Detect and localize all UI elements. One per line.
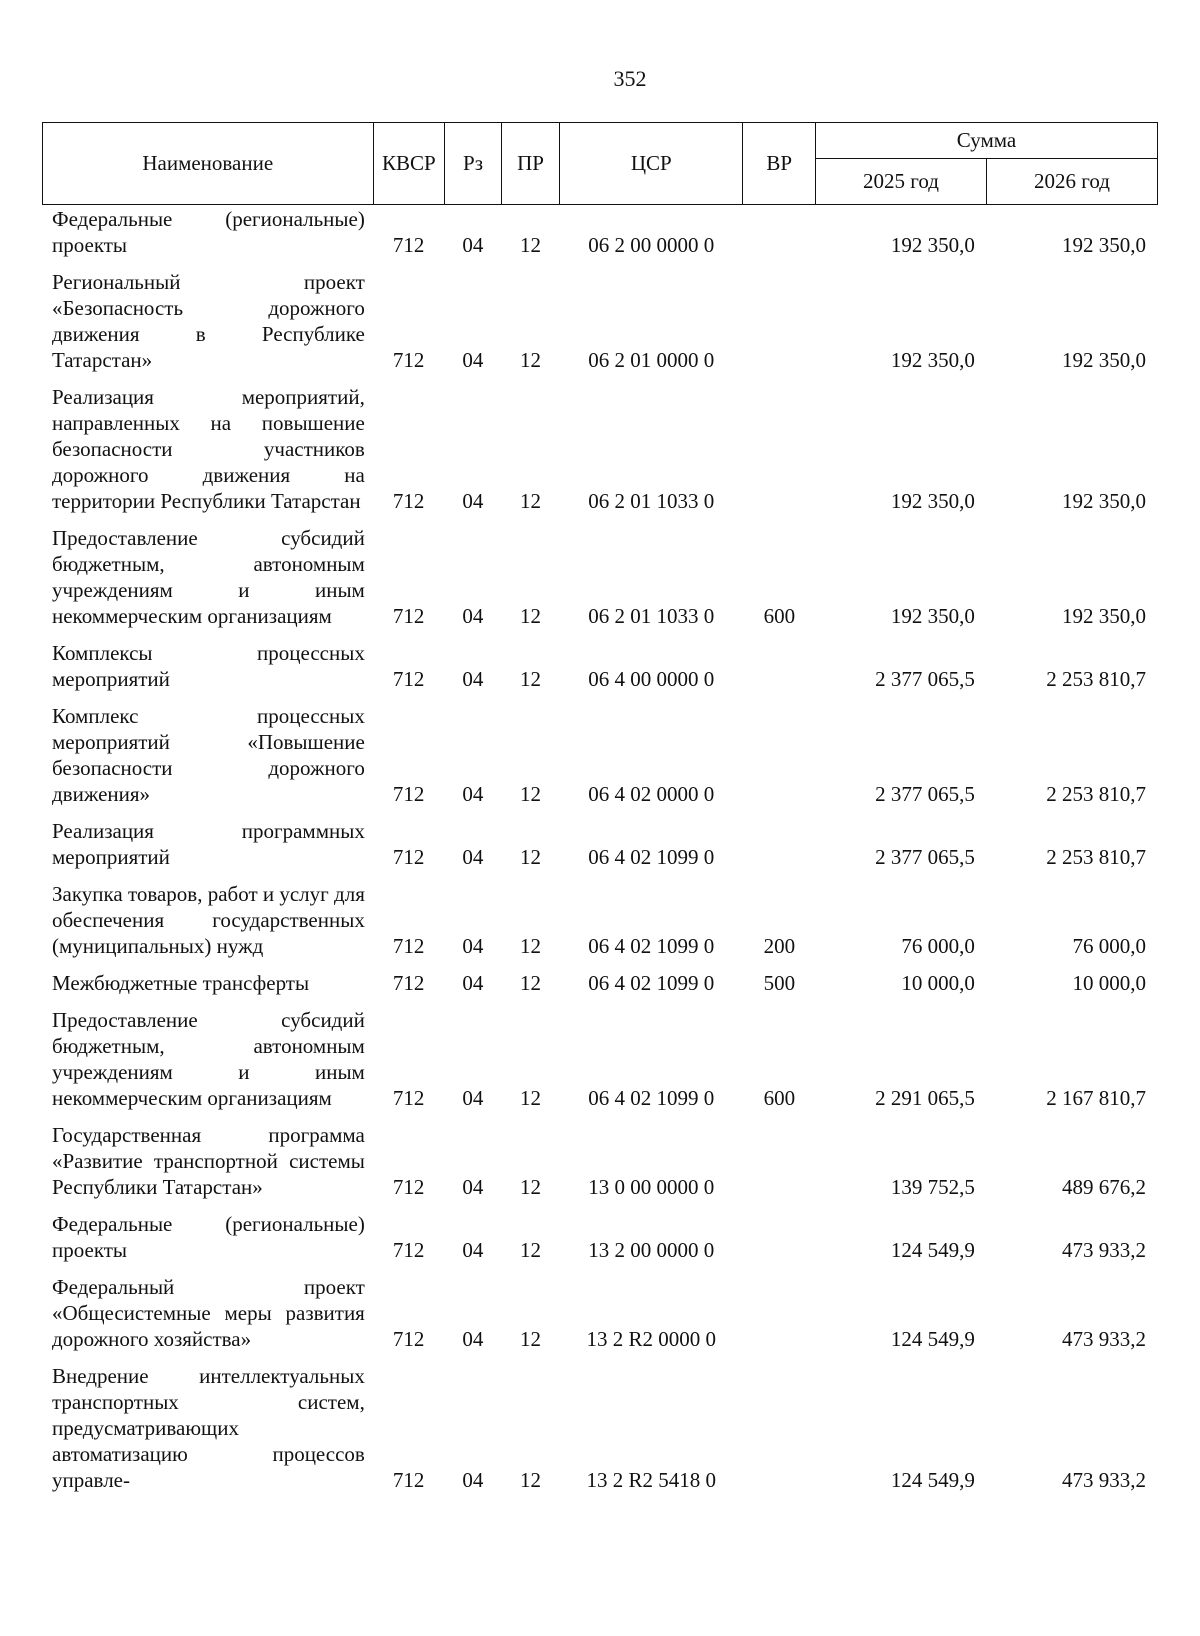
table-row <box>42 525 1158 640</box>
row-csr: 06 2 01 1033 0 <box>588 489 715 513</box>
row-kvsr: 712 <box>392 782 425 806</box>
row-csr: 06 4 02 1099 0 <box>588 845 715 869</box>
row-amount-2026: 76 000,0 <box>1072 934 1146 958</box>
row-csr: 06 4 02 1099 0 <box>588 971 715 995</box>
table-row <box>42 640 1158 703</box>
row-rz: 04 <box>462 971 484 995</box>
row-amount-2025: 192 350,0 <box>890 233 975 257</box>
row-pr: 12 <box>519 782 541 806</box>
row-amount-2025: 2 377 065,5 <box>875 845 975 869</box>
row-amount-2025: 124 549,9 <box>890 1327 975 1351</box>
row-rz: 04 <box>462 233 484 257</box>
row-amount-2025: 2 377 065,5 <box>875 667 975 691</box>
row-rz: 04 <box>462 489 484 513</box>
row-pr: 12 <box>519 667 541 691</box>
row-pr: 12 <box>519 971 541 995</box>
row-kvsr: 712 <box>392 1175 425 1199</box>
row-amount-2026: 2 253 810,7 <box>1046 667 1146 691</box>
row-kvsr: 712 <box>392 971 425 995</box>
row-kvsr: 712 <box>392 1327 425 1351</box>
row-vr <box>743 1363 816 1504</box>
row-rz: 04 <box>462 1468 484 1492</box>
row-vr <box>743 1274 816 1363</box>
row-rz: 04 <box>462 1327 484 1351</box>
row-kvsr: 712 <box>392 233 425 257</box>
row-amount-2026: 473 933,2 <box>1062 1238 1146 1262</box>
row-name: Реализация программных мероприятий <box>52 819 365 869</box>
row-pr: 12 <box>519 604 541 628</box>
header-rz: Рз <box>445 123 502 205</box>
row-pr: 12 <box>519 1327 541 1351</box>
row-amount-2026: 489 676,2 <box>1062 1175 1146 1199</box>
row-kvsr: 712 <box>392 934 425 958</box>
row-rz: 04 <box>462 348 484 372</box>
row-amount-2025: 139 752,5 <box>890 1175 975 1199</box>
row-kvsr: 712 <box>392 667 425 691</box>
row-amount-2025: 192 350,0 <box>890 348 975 372</box>
row-amount-2025: 2 291 065,5 <box>875 1086 975 1110</box>
row-kvsr: 712 <box>392 489 425 513</box>
row-csr: 13 0 00 0000 0 <box>588 1175 715 1199</box>
row-rz: 04 <box>462 934 484 958</box>
row-amount-2026: 2 167 810,7 <box>1046 1086 1146 1110</box>
row-kvsr: 712 <box>392 604 425 628</box>
row-kvsr: 712 <box>392 348 425 372</box>
row-kvsr: 712 <box>392 1468 425 1492</box>
table-row <box>42 1122 1158 1211</box>
table-row <box>42 703 1158 818</box>
row-amount-2026: 2 253 810,7 <box>1046 845 1146 869</box>
row-vr <box>743 269 816 384</box>
row-pr: 12 <box>519 934 541 958</box>
row-name: Реализация мероприятий, направленных на повышение безопасности участников дорожного движения на территории Республики Татарстан <box>52 385 365 513</box>
row-vr <box>743 1211 816 1274</box>
row-amount-2025: 10 000,0 <box>901 971 975 995</box>
row-pr: 12 <box>519 1086 541 1110</box>
row-csr: 06 4 00 0000 0 <box>588 667 715 691</box>
row-vr: 600 <box>763 1086 796 1110</box>
row-pr: 12 <box>519 489 541 513</box>
budget-table <box>42 206 1158 1504</box>
row-amount-2025: 76 000,0 <box>901 934 975 958</box>
table-row <box>42 1363 1158 1504</box>
row-csr: 06 4 02 1099 0 <box>588 934 715 958</box>
row-csr: 06 2 00 0000 0 <box>588 233 715 257</box>
header-vr: ВР <box>743 123 816 205</box>
row-pr: 12 <box>519 1238 541 1262</box>
table-row <box>42 970 1158 1007</box>
row-name: Государственная программа «Развитие транспортной системы Республики Татарстан» <box>52 1123 365 1199</box>
row-amount-2026: 192 350,0 <box>1062 348 1146 372</box>
row-pr: 12 <box>519 1468 541 1492</box>
row-name: Предоставление субсидий бюджетным, автономным учреждениям и иным некоммерческим организациям <box>52 1008 365 1110</box>
row-amount-2025: 124 549,9 <box>890 1238 975 1262</box>
table-header <box>42 122 1158 205</box>
table-row <box>42 1007 1158 1122</box>
header-pr: ПР <box>502 123 560 205</box>
table-row <box>42 384 1158 525</box>
row-rz: 04 <box>462 1238 484 1262</box>
row-name: Предоставление субсидий бюджетным, автономным учреждениям и иным некоммерческим организациям <box>52 526 365 628</box>
table-row <box>42 1274 1158 1363</box>
row-vr: 600 <box>763 604 796 628</box>
row-rz: 04 <box>462 604 484 628</box>
row-name: Комплекс процессных мероприятий «Повышение безопасности дорожного движения» <box>52 704 365 806</box>
row-csr: 13 2 R2 0000 0 <box>586 1327 717 1351</box>
row-amount-2026: 10 000,0 <box>1072 971 1146 995</box>
table-row <box>42 206 1158 269</box>
row-amount-2026: 473 933,2 <box>1062 1468 1146 1492</box>
row-name: Межбюджетные трансферты <box>52 971 310 995</box>
row-name: Федеральный проект «Общесистемные меры развития дорожного хозяйства» <box>52 1275 365 1351</box>
row-csr: 13 2 00 0000 0 <box>588 1238 715 1262</box>
row-name: Федеральные (региональные) проекты <box>52 1212 365 1262</box>
row-rz: 04 <box>462 845 484 869</box>
row-csr: 06 2 01 0000 0 <box>588 348 715 372</box>
row-amount-2026: 192 350,0 <box>1062 604 1146 628</box>
row-vr: 200 <box>763 934 796 958</box>
header-name: Наименование <box>43 123 374 205</box>
row-pr: 12 <box>519 348 541 372</box>
header-year-2025: 2025 год <box>815 159 986 205</box>
header-kvsr: КВСР <box>373 123 445 205</box>
row-rz: 04 <box>462 667 484 691</box>
row-name: Комплексы процессных мероприятий <box>52 641 365 691</box>
row-name: Закупка товаров, работ и услуг для обеспечения государственных (муниципальных) нужд <box>52 882 365 958</box>
row-amount-2026: 192 350,0 <box>1062 233 1146 257</box>
row-name: Федеральные (региональные) проекты <box>52 207 365 257</box>
row-amount-2026: 473 933,2 <box>1062 1327 1146 1351</box>
row-csr: 06 2 01 1033 0 <box>588 604 715 628</box>
row-vr: 500 <box>763 971 796 995</box>
row-vr <box>743 384 816 525</box>
header-year-2026: 2026 год <box>986 159 1157 205</box>
row-pr: 12 <box>519 1175 541 1199</box>
row-amount-2026: 192 350,0 <box>1062 489 1146 513</box>
row-amount-2025: 192 350,0 <box>890 489 975 513</box>
header-sum: Сумма <box>815 123 1157 159</box>
page-number: 352 <box>613 66 647 91</box>
row-rz: 04 <box>462 1175 484 1199</box>
row-amount-2025: 2 377 065,5 <box>875 782 975 806</box>
row-csr: 06 4 02 1099 0 <box>588 1086 715 1110</box>
table-row <box>42 269 1158 384</box>
row-pr: 12 <box>519 233 541 257</box>
row-csr: 06 4 02 0000 0 <box>588 782 715 806</box>
row-vr <box>743 206 816 269</box>
row-rz: 04 <box>462 1086 484 1110</box>
row-vr <box>743 703 816 818</box>
row-vr <box>743 1122 816 1211</box>
table-row <box>42 1211 1158 1274</box>
row-csr: 13 2 R2 5418 0 <box>586 1468 717 1492</box>
row-name: Региональный проект «Безопасность дорожного движения в Республике Татарстан» <box>52 270 365 372</box>
table-row <box>42 881 1158 970</box>
row-kvsr: 712 <box>392 845 425 869</box>
row-amount-2025: 124 549,9 <box>890 1468 975 1492</box>
row-pr: 12 <box>519 845 541 869</box>
row-kvsr: 712 <box>392 1086 425 1110</box>
table-row <box>42 818 1158 881</box>
row-rz: 04 <box>462 782 484 806</box>
header-csr: ЦСР <box>560 123 743 205</box>
row-name: Внедрение интеллектуальных транспортных систем, предусматривающих автоматизацию процессов управле- <box>52 1364 365 1492</box>
row-amount-2026: 2 253 810,7 <box>1046 782 1146 806</box>
row-kvsr: 712 <box>392 1238 425 1262</box>
row-vr <box>743 640 816 703</box>
row-vr <box>743 818 816 881</box>
row-amount-2025: 192 350,0 <box>890 604 975 628</box>
